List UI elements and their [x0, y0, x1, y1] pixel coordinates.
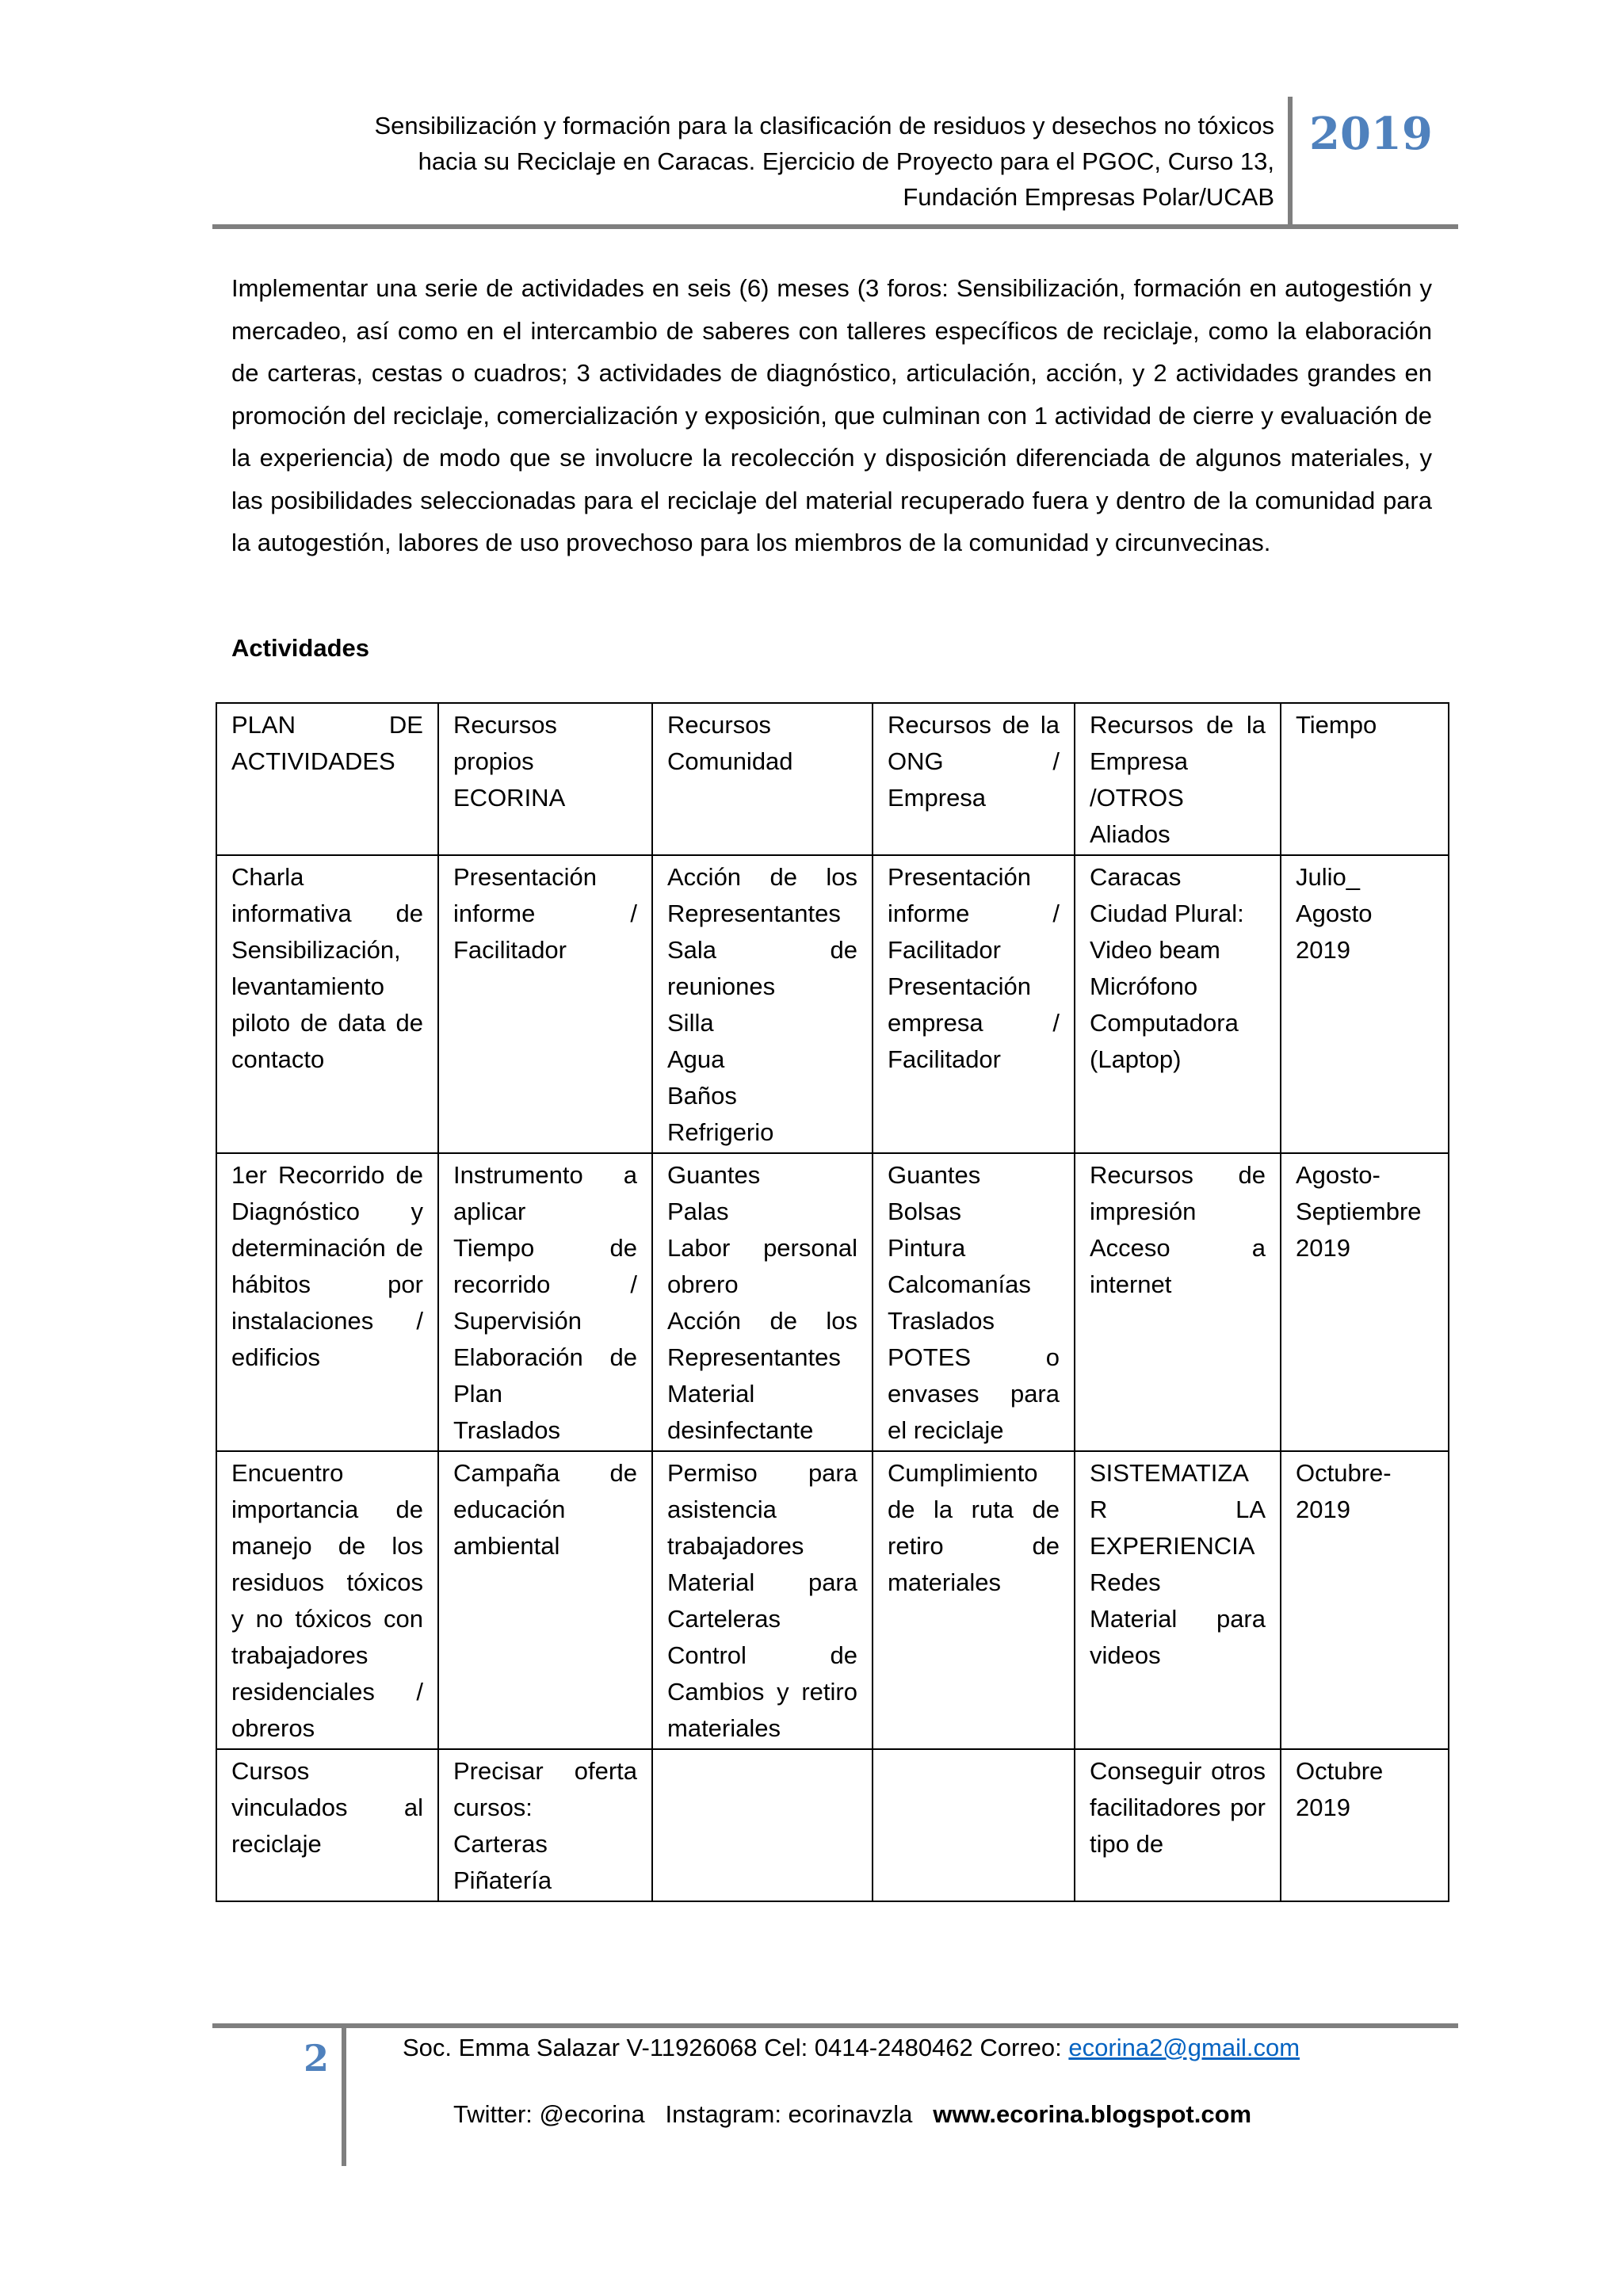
table-row [216, 1153, 1449, 1451]
cell-item: Campaña de educación ambiental [453, 1459, 637, 1560]
ecorina-resources-cell [438, 1153, 652, 1451]
header-horizontal-rule [212, 224, 1458, 229]
ecorina-resources-cell [438, 855, 652, 1153]
cell-item: Presentación informe / Facilitador [888, 863, 1060, 964]
footer-vertical-divider [342, 2023, 346, 2166]
header-title-line: Fundación Empresas Polar/UCAB [903, 183, 1274, 211]
cell-item: Traslados [453, 1416, 560, 1444]
allies-resources-cell [1075, 855, 1281, 1153]
cell-item: Recursos de impresión [1090, 1161, 1266, 1225]
cell-item: POTES o envases para el reciclaje [888, 1343, 1060, 1444]
cell-item: Instrumento a aplicar [453, 1161, 637, 1225]
time-cell: Octubre 2019 [1281, 1749, 1449, 1901]
cell-item: Permiso para asistencia trabajadores [667, 1459, 857, 1560]
header-year: 2019 [1309, 108, 1433, 160]
blog-link[interactable]: www.ecorina.blogspot.com [933, 2100, 1252, 2128]
cell-item: Precisar oferta cursos: [453, 1757, 637, 1821]
intro-paragraph: Implementar una serie de actividades en seis (6) meses (3 foros: Sensibilización, formación en autogestión y mercadeo, así como en el intercambio de saberes con talleres específicos de reciclaje, como la elaboración de carteras, cestas o cuadros; 3 actividades de diagnóstico, articulación, acción, y 2 actividades grandes en promoción del reciclaje, comercialización y exposición, que culminan con 1 actividad de cierre y evaluación de la experiencia) de modo que se involucre la recolección y disposición diferenciada de algunos materiales, y las posibilidades seleccionadas para el reciclaje del material recuperado fuera y dentro de la comunidad para la autogestión, labores de uso provechoso para los miembros de la comunidad y circunvecinas. [231, 274, 1432, 556]
community-resources-cell [652, 1451, 873, 1749]
cell-item: Baños [667, 1082, 737, 1110]
activities-table [216, 702, 1449, 1902]
cell-item: Acceso a internet [1090, 1234, 1266, 1298]
column-header: Recursos de la ONG / Empresa [873, 703, 1075, 855]
cell-item: Tiempo de recorrido / Supervisión [453, 1234, 637, 1335]
activity-plan-cell: Charla informativa de Sensibilización, levantamiento piloto de data de contacto [216, 855, 438, 1153]
allies-resources-cell [1075, 1451, 1281, 1749]
cell-item: Presentación empresa / Facilitador [888, 972, 1060, 1073]
cell-item: Control de Cambios y retiro materiales [667, 1641, 857, 1742]
cell-item: Material para Carteleras [667, 1568, 857, 1633]
header-title-line: hacia su Reciclaje en Caracas. Ejercicio de Proyecto para el PGOC, Curso 13, [418, 147, 1274, 175]
cell-item: Silla [667, 1009, 714, 1037]
activity-plan-cell: 1er Recorrido de Diagnóstico y determinación de hábitos por instalaciones / edificios [216, 1153, 438, 1451]
community-resources-cell [652, 855, 873, 1153]
ong-resources-cell [873, 1749, 1075, 1901]
allies-resources-cell [1075, 1749, 1281, 1901]
cell-item: Video beam [1090, 936, 1220, 964]
community-resources-cell [652, 1153, 873, 1451]
cell-item: Bolsas [888, 1198, 962, 1225]
cell-item: SISTEMATIZAR LA EXPERIENCIA [1090, 1459, 1266, 1560]
cell-item: Guantes [888, 1161, 981, 1189]
cell-item: Palas [667, 1198, 729, 1225]
time-cell: Julio_ Agosto 2019 [1281, 855, 1449, 1153]
cell-item: Acción de los Representantes [667, 863, 857, 927]
table-header-row [216, 703, 1449, 855]
cell-item: Acción de los Representantes [667, 1307, 857, 1371]
column-header: PLAN DE ACTIVIDADES [216, 703, 438, 855]
ong-resources-cell [873, 855, 1075, 1153]
column-header: Recursos de la Empresa /OTROS Aliados [1075, 703, 1281, 855]
time-cell: Octubre-2019 [1281, 1451, 1449, 1749]
cell-item: Conseguir otros facilitadores por tipo de [1090, 1757, 1266, 1858]
cell-item: Caracas Ciudad Plural: [1090, 863, 1244, 927]
contact-details: Soc. Emma Salazar V-11926068 Cel: 0414-2480462 Correo: [403, 2034, 1069, 2061]
ong-resources-cell [873, 1153, 1075, 1451]
cell-item: Computadora (Laptop) [1090, 1009, 1239, 1073]
community-resources-cell [652, 1749, 873, 1901]
cell-item: Refrigerio [667, 1118, 774, 1146]
social-handles: Twitter: @ecorina Instagram: ecorinavzla [453, 2100, 934, 2128]
cell-item: Elaboración de Plan [453, 1343, 637, 1408]
footer-horizontal-rule [212, 2023, 1458, 2028]
column-header: Tiempo [1281, 703, 1449, 855]
time-cell: Agosto-Septiembre 2019 [1281, 1153, 1449, 1451]
ecorina-resources-cell [438, 1451, 652, 1749]
cell-item: Material para videos [1090, 1605, 1266, 1669]
cell-item: Cumplimiento de la ruta de retiro de materiales [888, 1459, 1060, 1596]
allies-resources-cell [1075, 1153, 1281, 1451]
cell-item: Micrófono [1090, 972, 1198, 1000]
header-title-line: Sensibilización y formación para la clasificación de residuos y desechos no tóxicos [374, 112, 1274, 139]
document-header-title [238, 108, 1274, 215]
ong-resources-cell [873, 1451, 1075, 1749]
cell-item: Guantes [667, 1161, 761, 1189]
column-header: Recursos Comunidad [652, 703, 873, 855]
cell-item: Carteras [453, 1830, 548, 1858]
cell-item: Agua [667, 1045, 725, 1073]
cell-item: Calcomanías [888, 1270, 1031, 1298]
cell-item: Presentación informe / Facilitador [453, 863, 637, 964]
table-row [216, 1749, 1449, 1901]
cell-item: Redes [1090, 1568, 1161, 1596]
cell-item: Sala de reuniones [667, 936, 857, 1000]
cell-item: Labor personal obrero [667, 1234, 857, 1298]
cell-item: Material desinfectante [667, 1380, 814, 1444]
table-row [216, 1451, 1449, 1749]
column-header: Recursos propios ECORINA [438, 703, 652, 855]
footer-contact [403, 2034, 1300, 2062]
footer-social [453, 2100, 1251, 2129]
page-number: 2 [304, 2037, 330, 2080]
ecorina-resources-cell [438, 1749, 652, 1901]
activity-plan-cell: Cursos vinculados al reciclaje [216, 1749, 438, 1901]
section-title: Actividades [231, 634, 370, 662]
cell-item: Pintura [888, 1234, 966, 1262]
table-row [216, 855, 1449, 1153]
cell-item: Piñatería [453, 1866, 552, 1894]
cell-item: Traslados [888, 1307, 995, 1335]
email-link[interactable]: ecorina2@gmail.com [1068, 2034, 1300, 2061]
header-vertical-divider [1288, 97, 1293, 228]
activity-plan-cell: Encuentro importancia de manejo de los residuos tóxicos y no tóxicos con trabajadores residenciales / obreros [216, 1451, 438, 1749]
